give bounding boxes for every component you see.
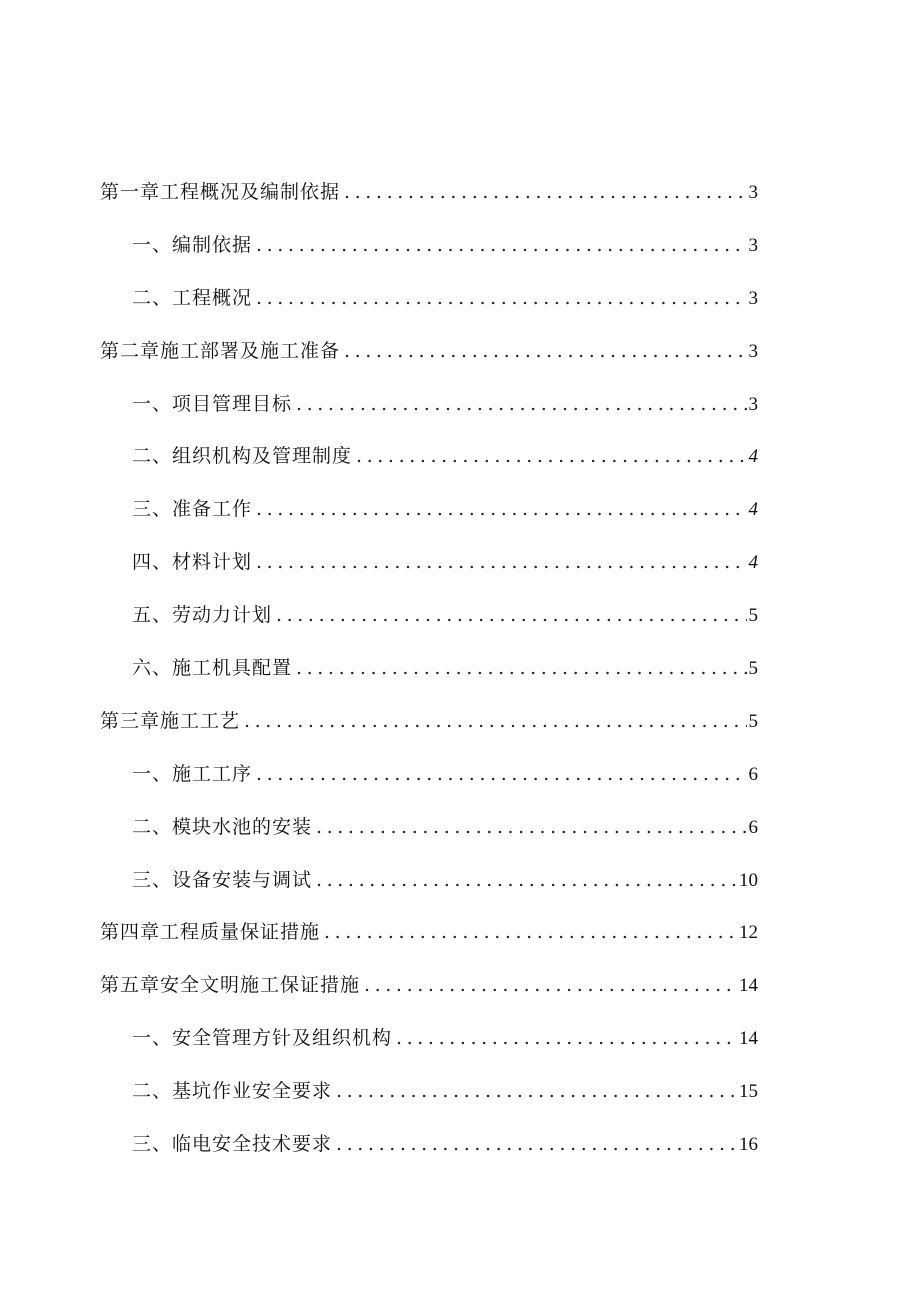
toc-entry-page: 14	[739, 1028, 758, 1050]
toc-entry-section[interactable]	[100, 748, 758, 801]
toc-entry-title: 一、编制依据	[132, 233, 253, 256]
toc-dot-leader	[364, 959, 737, 1012]
toc-entry-section[interactable]	[100, 1118, 758, 1171]
toc-entry-page: 16	[739, 1134, 758, 1156]
toc-entry-title: 二、工程概况	[132, 286, 253, 309]
toc-entry-title: 第四章工程质量保证措施	[100, 921, 321, 944]
toc-entry-page: 5	[748, 658, 758, 680]
toc-dot-leader	[256, 536, 746, 589]
toc-dot-leader	[296, 642, 746, 695]
toc-dot-leader	[316, 801, 746, 854]
toc-entry-page: 4	[748, 446, 758, 468]
toc-entry-page: 5	[748, 605, 758, 627]
toc-entry-section[interactable]	[100, 272, 758, 325]
toc-dot-leader	[256, 219, 746, 272]
toc-entry-page: 15	[739, 1081, 758, 1103]
toc-entry-chapter-4[interactable]	[100, 906, 758, 959]
toc-entry-section[interactable]	[100, 483, 758, 536]
toc-entry-page: 3	[748, 393, 758, 415]
toc-entry-page: 5	[748, 710, 758, 732]
toc-entry-chapter-2[interactable]	[100, 325, 758, 378]
toc-entry-title: 二、组织机构及管理制度	[132, 445, 353, 468]
toc-entry-title: 五、劳动力计划	[132, 604, 273, 627]
toc-dot-leader	[396, 1012, 737, 1065]
toc-dot-leader	[256, 748, 746, 801]
toc-entry-chapter-3[interactable]	[100, 695, 758, 748]
toc-entry-title: 第二章施工部署及施工准备	[100, 339, 341, 362]
toc-dot-leader	[244, 695, 746, 748]
toc-entry-page: 3	[748, 287, 758, 309]
toc-entry-chapter-1[interactable]	[100, 166, 758, 219]
toc-dot-leader	[344, 325, 746, 378]
toc-entry-section[interactable]	[100, 536, 758, 589]
toc-entry-chapter-5[interactable]	[100, 959, 758, 1012]
toc-entry-title: 第三章施工工艺	[100, 709, 241, 732]
toc-entry-title: 三、临电安全技术要求	[132, 1133, 333, 1156]
toc-dot-leader	[336, 1065, 737, 1118]
toc-dot-leader	[256, 272, 746, 325]
toc-entry-page: 3	[748, 182, 758, 203]
toc-dot-leader	[324, 906, 737, 959]
toc-dot-leader	[276, 589, 746, 642]
toc-entry-title: 第一章工程概况及编制依据	[100, 181, 341, 203]
toc-dot-leader	[256, 483, 746, 536]
toc-entry-page: 10	[739, 869, 758, 891]
toc-entry-title: 三、准备工作	[132, 498, 253, 521]
toc-entry-section[interactable]	[100, 1012, 758, 1065]
toc-entry-section[interactable]	[100, 589, 758, 642]
toc-entry-section[interactable]	[100, 430, 758, 483]
toc-dot-leader	[296, 378, 746, 431]
toc-entry-page: 6	[748, 816, 758, 838]
toc-entry-title: 二、模块水池的安装	[132, 815, 313, 838]
toc-entry-title: 三、设备安装与调试	[132, 868, 313, 891]
toc-entry-section[interactable]	[100, 801, 758, 854]
toc-entry-page: 4	[748, 552, 758, 574]
toc-entry-title: 一、施工工序	[132, 762, 253, 785]
toc-entry-page: 4	[748, 499, 758, 521]
toc-entry-section[interactable]	[100, 219, 758, 272]
toc-entry-page: 3	[748, 340, 758, 362]
toc-entry-page: 3	[748, 234, 758, 256]
toc-dot-leader	[336, 1118, 737, 1171]
toc-entry-section[interactable]	[100, 378, 758, 431]
toc-dot-leader	[344, 166, 746, 219]
toc-entry-title: 四、材料计划	[132, 551, 253, 574]
toc-entry-section[interactable]	[100, 1065, 758, 1118]
toc-dot-leader	[356, 430, 746, 483]
table-of-contents	[100, 166, 758, 1171]
toc-entry-page: 6	[748, 763, 758, 785]
toc-entry-title: 一、安全管理方针及组织机构	[132, 1027, 393, 1050]
toc-dot-leader	[316, 854, 737, 907]
toc-entry-title: 二、基坑作业安全要求	[132, 1080, 333, 1103]
toc-entry-section[interactable]	[100, 642, 758, 695]
toc-entry-page: 12	[739, 922, 758, 944]
toc-entry-title: 六、施工机具配置	[132, 657, 293, 680]
toc-entry-title: 第五章安全文明施工保证措施	[100, 974, 361, 997]
toc-entry-page: 14	[739, 975, 758, 997]
toc-entry-title: 一、项目管理目标	[132, 392, 293, 415]
toc-entry-section[interactable]	[100, 854, 758, 907]
